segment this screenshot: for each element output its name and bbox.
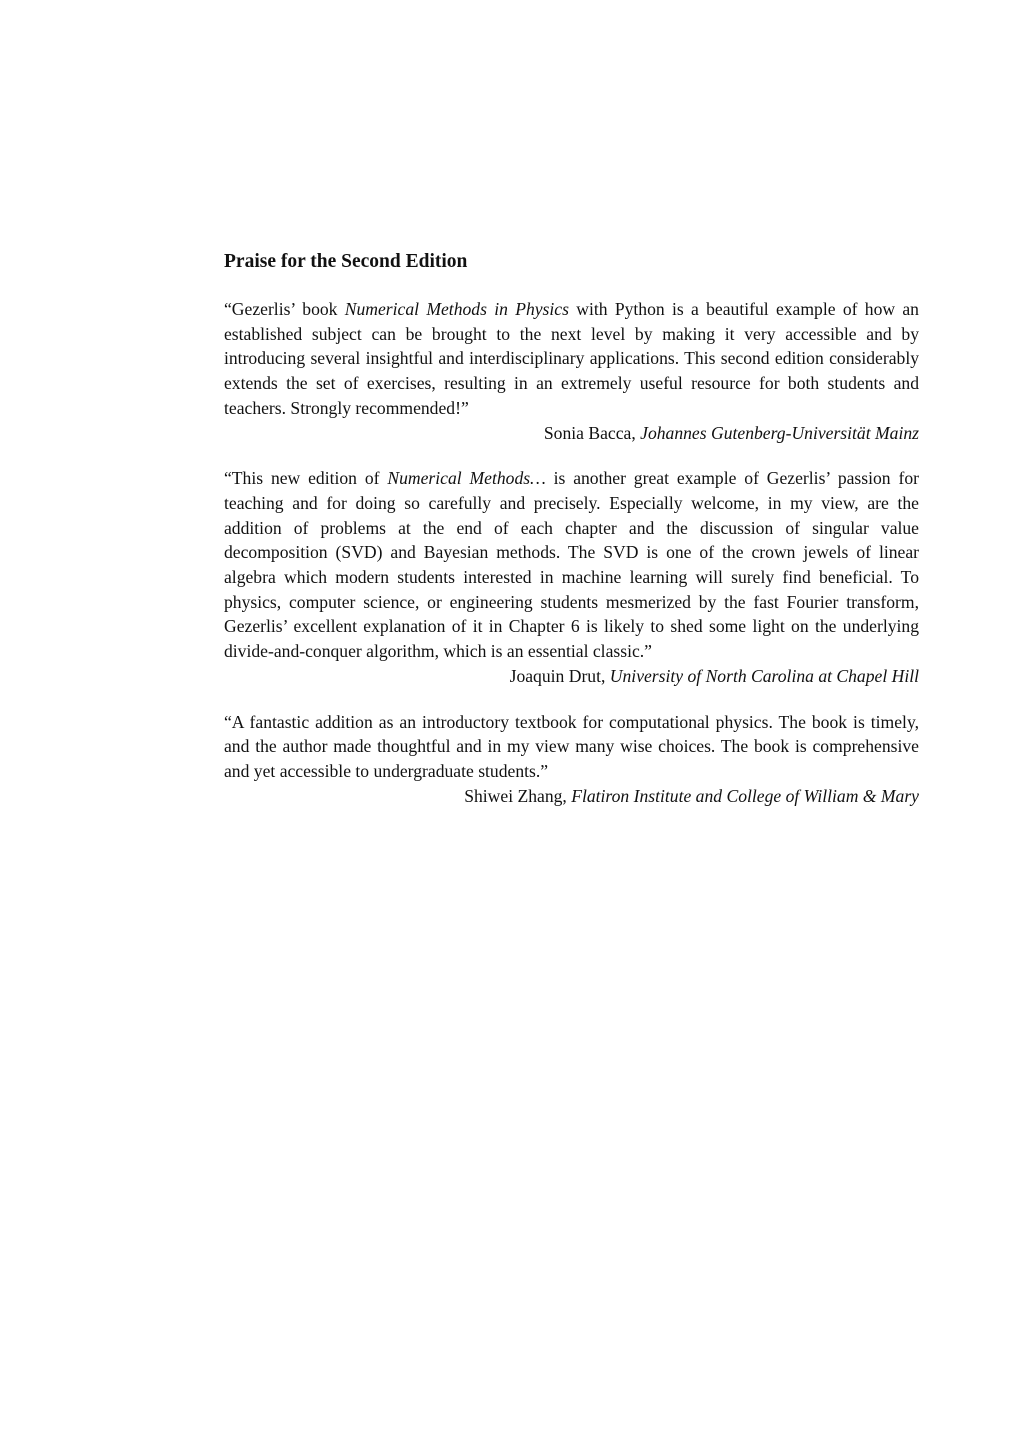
quote-text: “A fantastic addition as an introductory textbook for computational physics. The book is timely, and the author made thoughtful and in my view many wise choices. The book is comprehensive and yet accessible to undergraduate students.”	[224, 711, 919, 781]
review-attribution	[224, 784, 919, 809]
review-quote	[224, 466, 919, 664]
quote-text: is another great example of Gezerlis’ passion for teaching and for doing so carefully and precisely. Especially welcome, in my view, are the addition of problems at the end of each chapter and the discussion of singular value decomposition (SVD) and Bayesian methods. The SVD is one of the crown jewels of linear algebra which modern students interested in machine learning will surely find beneficial. To physics, computer science, or engineering students mesmerized by the fast Fourier transform, Gezerlis’ excellent explanation of it in Chapter 6 is likely to shed some light on the underlying divide-and-conquer algorithm, which is an essential classic.”	[224, 468, 919, 662]
quote-text: with Python is a beautiful example of how an established subject can be brought to the next level by making it very accessible and by introducing several insightful and interdisciplinary applications. This second edition considerably extends the set of exercises, resulting in an extremely useful resource for both students and teachers. Strongly recommended!”	[224, 299, 919, 418]
review-attribution	[224, 664, 919, 689]
book-title: Numerical Methods…	[387, 468, 546, 489]
reviewer-affiliation: University of North Carolina at Chapel Hill	[609, 665, 919, 686]
reviewer-affiliation: Flatiron Institute and College of William & Mary	[571, 785, 919, 806]
page-heading: Praise for the Second Edition	[224, 251, 468, 272]
book-title: Numerical Methods in Physics	[344, 299, 569, 319]
reviewer-affiliation: Johannes Gutenberg-Universität Mainz	[640, 422, 919, 443]
review-zhang	[224, 710, 919, 809]
reviewer-name: Shiwei Zhang,	[464, 785, 572, 806]
quote-text: “This new edition of	[224, 468, 388, 489]
review-quote	[224, 710, 919, 784]
praise-page	[224, 249, 919, 829]
review-attribution	[224, 421, 919, 446]
review-bacca	[224, 297, 919, 445]
review-drut	[224, 466, 919, 688]
reviewer-name: Sonia Bacca,	[543, 422, 641, 443]
review-quote	[224, 297, 919, 421]
reviewer-name: Joaquin Drut,	[509, 665, 610, 686]
quote-text: “Gezerlis’ book	[224, 299, 345, 319]
